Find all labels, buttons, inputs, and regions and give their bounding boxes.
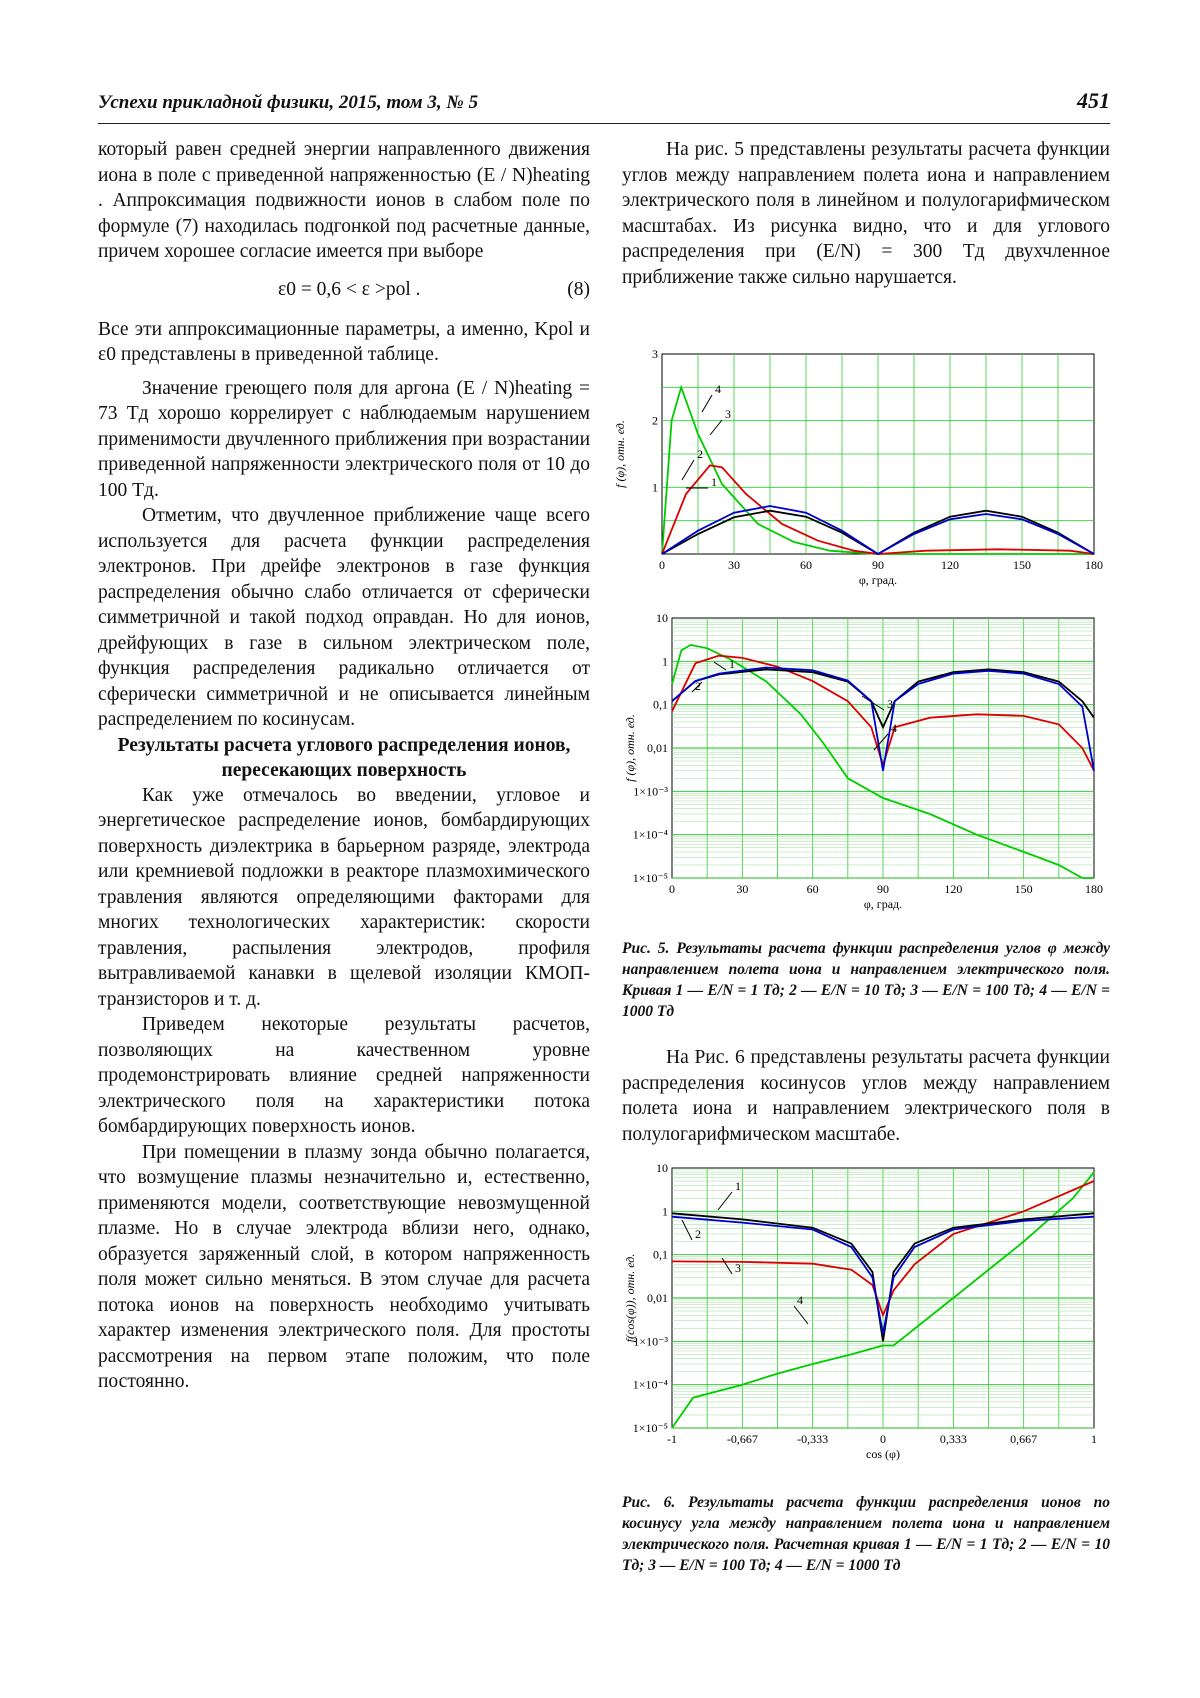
x-tick-label: 60: [800, 558, 812, 572]
curve-label: 4: [715, 382, 721, 396]
y-tick-label: 1: [662, 654, 668, 669]
section-title: Результаты расчета углового распределения ионов, пересекающих поверхность: [117, 734, 571, 781]
x-axis-label: φ, град.: [863, 897, 903, 911]
y-axis-label: f(cos(φ)), отн. ед.: [623, 1253, 637, 1343]
fig6-caption: Рис. 6. Результаты расчета функции распределения ионов по косинусу угла между направлением полета иона и направлением электрического поля. Расчетная кривая 1 — E/N = 1 Тд; 2 — E/N = 10 Тд; 3 — E/N = 100 Тд; 4 — E/N = 1000 Тд: [622, 1494, 1110, 1574]
y-tick-label: 1×10⁻³: [633, 784, 668, 799]
x-axis-label: φ, град.: [858, 573, 898, 587]
equation-body: ε0 = 0,6 < ε >pol .: [278, 278, 421, 300]
paragraph: При помещении в плазму зонда обычно полагается, что возмущение плазмы незначительно и, естественно, применяются модели, соответствующие невозмущенной плазме. Но в случае электрода вблизи него, однако, образуется заряженный слой, в котором напряженность поля может сильно меняться. В этом случае для расчета потока ионов на поверхность необходимо учитывать характер изменения электрического поля. Для простоты рассмотрения на первом этапе положим, что поле постоянно.: [98, 1141, 590, 1392]
x-tick-label: 120: [941, 558, 959, 572]
y-tick-label: 1: [662, 1204, 668, 1219]
x-tick-label: -1: [667, 1432, 677, 1446]
fig5-log-chart: [622, 610, 1110, 930]
y-tick-label: 0,01: [647, 1291, 668, 1305]
x-tick-label: 150: [1013, 558, 1031, 572]
fig5-caption: Рис. 5. Результаты расчета функции распределения углов φ между направлением полета иона и направлением электрического поля. Кривая 1 — E/N = 1 Тд; 2 — E/N = 10 Тд; 3 — E/N = 100 Тд; 4 — E/N = 1000 Тд: [622, 940, 1110, 1020]
x-tick-label: 30: [736, 882, 749, 896]
y-tick-label: 10: [656, 1161, 668, 1175]
x-tick-label: 60: [806, 882, 819, 896]
y-tick-label: 1×10⁻⁵: [632, 871, 668, 885]
paragraph: На рис. 5 представлены результаты расчета функции углов между направлением полета иона и направлением электрического поля в линейном и полулогарифмическом масштабах. Из рисунка видно, что и для углового распределения при (E/N) = 300 Тд двухчленное приближение также сильно нарушается.: [622, 139, 1110, 288]
running-header: [98, 88, 1110, 122]
left-column: [98, 137, 590, 1395]
x-tick-label: 180: [1085, 882, 1103, 896]
right-column-middle: [622, 1045, 1110, 1147]
y-axis-label: f (φ), отн. ед.: [623, 714, 637, 782]
y-tick-label: 0,1: [653, 697, 668, 712]
fig6-log-chart: [622, 1160, 1110, 1480]
curve-label: 1: [711, 475, 717, 489]
x-tick-label: 0,667: [1010, 1432, 1038, 1446]
fig5-linear-chart: [613, 340, 1110, 600]
curve-label: 4: [891, 721, 897, 735]
x-axis-label: cos (φ): [866, 1447, 900, 1461]
paragraph: Как уже отмечалось во введении, угловое и энергетическое распределение ионов, бомбардирующих поверхность диэлектрика в барьерном разряде, электрода или кремниевой подложки в реакторе плазмохимического травления являются определяющими факторами для многих технологических характеристик: скорости травления, распыления электродов, профиля вытравливаемой канавки в щелевой изоляции КМОП-транзисторов и т. д.: [98, 784, 590, 1010]
x-tick-label: 180: [1085, 558, 1103, 572]
x-tick-label: 0: [669, 882, 675, 896]
curve-label: 3: [735, 1261, 741, 1275]
x-tick-label: 90: [877, 882, 889, 896]
y-tick-label: 1×10⁻⁴: [632, 1377, 668, 1392]
x-tick-label: 30: [728, 558, 740, 572]
x-tick-label: 120: [944, 882, 963, 896]
header-rule: [98, 123, 1110, 124]
curve-label: 1: [735, 1179, 741, 1193]
x-tick-label: -0,667: [726, 1432, 758, 1446]
y-tick-label: 0,01: [647, 741, 668, 755]
y-tick-label: 1×10⁻⁵: [632, 1421, 668, 1435]
x-tick-label: 0: [659, 558, 665, 572]
paragraph: который равен средней энергии направленного движения иона в поле с приведенной напряженностью (E / N)heating . Аппроксимация подвижности ионов в слабом поле по формуле (7) находилась подгонкой под расчетные данные, причем хорошее согласие имеется при выборе: [98, 139, 590, 262]
curve-label: 4: [797, 1293, 803, 1307]
curve-label: 3: [887, 697, 893, 711]
journal-title: Успехи прикладной физики, 2015, том 3, № 5: [98, 92, 479, 113]
paragraph: Приведем некоторые результаты расчетов, позволяющих на качественном уровне продемонстрировать влияние средней напряженности электрического поля на характеристики потока бомбардирующих поверхность ионов.: [98, 1014, 590, 1137]
x-tick-label: 0,333: [939, 1432, 967, 1446]
curve-label: 3: [725, 407, 731, 421]
x-tick-label: -0,333: [797, 1432, 829, 1446]
page-number: 451: [1077, 88, 1110, 113]
x-tick-label: 150: [1014, 882, 1033, 896]
paragraph: На Рис. 6 представлены результаты расчета функции распределения косинусов углов между направлением полета иона и направлением электрического поля в полулогарифмическом масштабе.: [622, 1047, 1110, 1145]
x-tick-label: 0: [880, 1432, 886, 1446]
x-tick-label: 90: [872, 558, 884, 572]
curve-label: 1: [729, 657, 735, 671]
curve-label: 2: [695, 679, 701, 693]
x-tick-label: 1: [1091, 1432, 1097, 1446]
y-tick-label: 1: [652, 480, 658, 495]
y-tick-label: 1×10⁻⁴: [632, 827, 668, 842]
right-column-top: [622, 137, 1110, 290]
y-axis-label: f (φ), отн. ед.: [613, 420, 627, 488]
y-tick-label: 2: [652, 413, 658, 428]
paragraph: Отметим, что двучленное приближение чаще всего используется для расчета функции распределения электронов. При дрейфе электронов в газе функция распределения обычно слабо отличается от сферически симметричной и такой подход оправдан. Но для ионов, дрейфующих в газе в сильном электрическом поле, функция распределения радикально отличается от сферически симметричной и не описывается линейным распределением по косинусам.: [98, 505, 590, 730]
paragraph: Все эти аппроксимационные параметры, а именно, Kpol и ε0 представлены в приведенной таблице.: [98, 318, 590, 365]
y-tick-label: 3: [652, 347, 658, 361]
y-tick-label: 10: [656, 611, 668, 625]
equation-8: [98, 271, 590, 311]
curve-label: 2: [697, 447, 703, 461]
y-tick-label: 0,1: [653, 1247, 668, 1262]
y-tick-label: 1×10⁻³: [633, 1334, 668, 1349]
paragraph: Значение греющего поля для аргона (E / N)heating = 73 Тд хорошо коррелирует с наблюдаемым нарушением применимости двучленного приближения при возрастании приведенной напряженности электрического поля от 10 до 100 Тд.: [98, 377, 590, 501]
curve-label: 2: [695, 1227, 701, 1241]
equation-number: (8): [567, 278, 590, 300]
